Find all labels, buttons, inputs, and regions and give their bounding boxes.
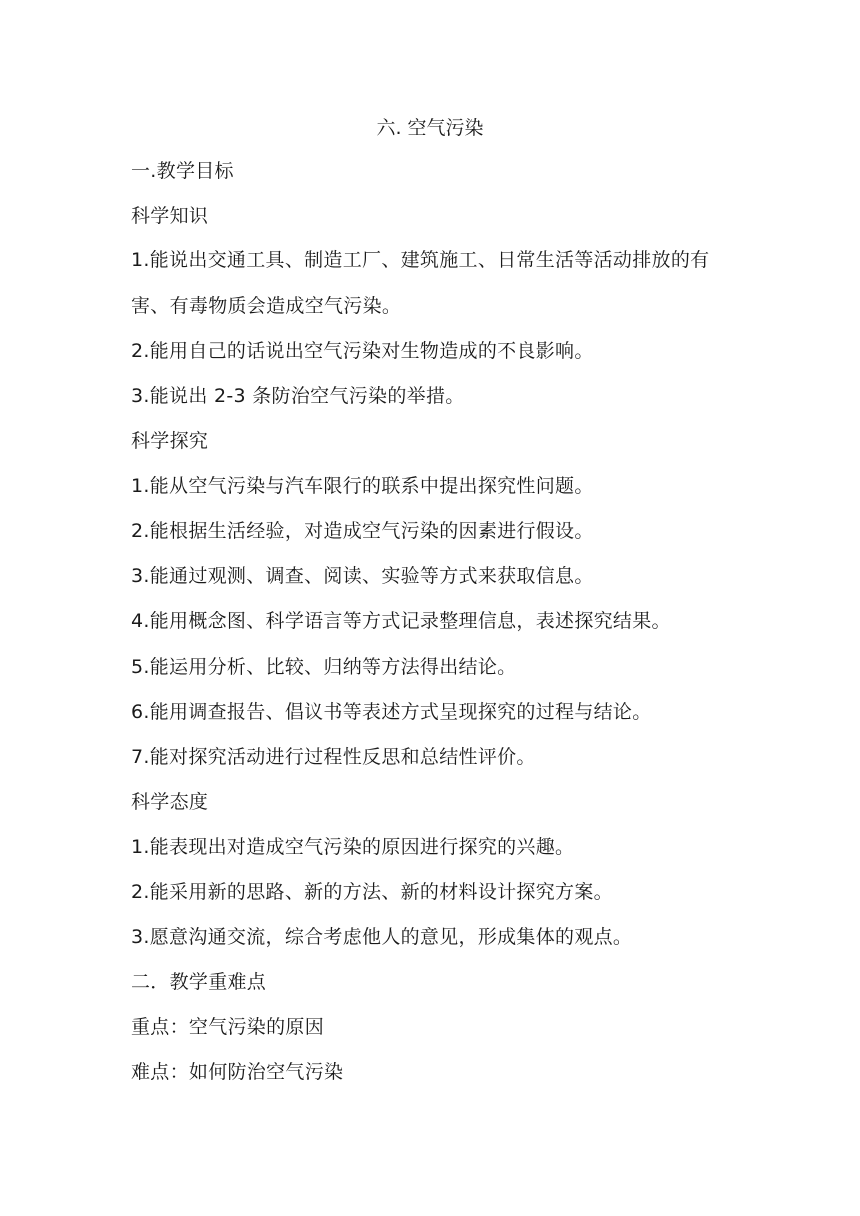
knowledge-item-1-line-2: 害、有毒物质会造成空气污染。 xyxy=(131,295,402,317)
inquiry-item-4: 4.能用概念图、科学语言等方式记录整理信息，表述探究结果。 xyxy=(131,610,671,632)
attitude-item-1: 1.能表现出对造成空气污染的原因进行探究的兴趣。 xyxy=(131,836,575,858)
document-title: 六. 空气污染 xyxy=(376,117,484,139)
attitude-item-2: 2.能采用新的思路、新的方法、新的材料设计探究方案。 xyxy=(131,881,613,903)
subheading-inquiry: 科学探究 xyxy=(131,430,209,452)
inquiry-item-5: 5.能运用分析、比较、归纳等方法得出结论。 xyxy=(131,656,517,678)
section-heading-objectives: 一.教学目标 xyxy=(131,160,234,182)
knowledge-item-2: 2.能用自己的话说出空气污染对生物造成的不良影响。 xyxy=(131,340,594,362)
difficult-point: 难点：如何防治空气污染 xyxy=(131,1061,344,1083)
inquiry-item-3: 3.能通过观测、调查、阅读、实验等方式来获取信息。 xyxy=(131,565,594,587)
knowledge-item-1-line-1: 1.能说出交通工具、制造工厂、建筑施工、日常生活等活动排放的有 xyxy=(131,249,710,271)
knowledge-item-3: 3.能说出 2-3 条防治空气污染的举措。 xyxy=(131,385,465,407)
subheading-knowledge: 科学知识 xyxy=(131,205,209,227)
subheading-attitude: 科学态度 xyxy=(131,791,209,813)
inquiry-item-7: 7.能对探究活动进行过程性反思和总结性评价。 xyxy=(131,746,536,768)
section-heading-key-difficult: 二．教学重难点 xyxy=(131,971,267,993)
inquiry-item-1: 1.能从空气污染与汽车限行的联系中提出探究性问题。 xyxy=(131,475,594,497)
inquiry-item-2: 2.能根据生活经验，对造成空气污染的因素进行假设。 xyxy=(131,520,594,542)
key-point: 重点：空气污染的原因 xyxy=(131,1016,325,1038)
attitude-item-3: 3.愿意沟通交流，综合考虑他人的意见，形成集体的观点。 xyxy=(131,926,633,948)
inquiry-item-6: 6.能用调查报告、倡议书等表述方式呈现探究的过程与结论。 xyxy=(131,701,652,723)
